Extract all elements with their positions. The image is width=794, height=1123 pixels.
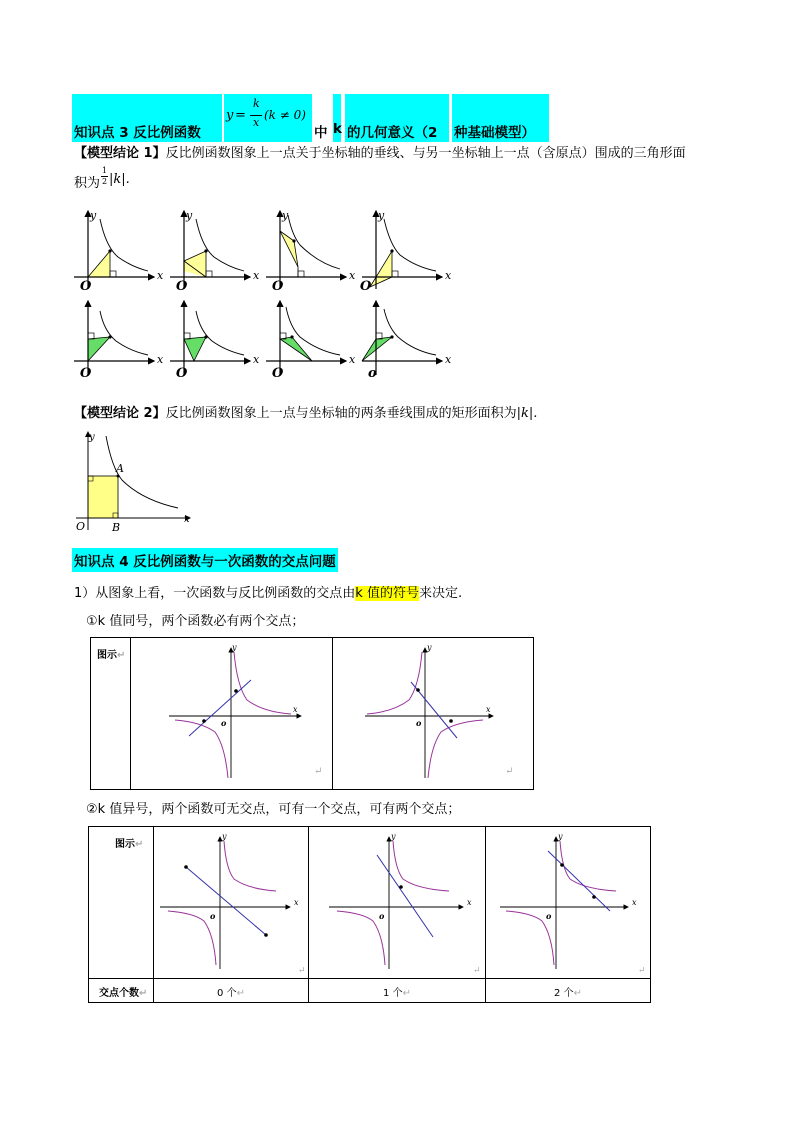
- svg-text:↵: ↵: [298, 966, 306, 975]
- section3-heading-part3: [347, 121, 437, 141]
- point1-line: [74, 582, 462, 601]
- section3-heading: [74, 121, 201, 141]
- origin-label: o: [221, 718, 227, 728]
- formula-denominator: x: [253, 116, 260, 129]
- model1-text2a: 积为: [74, 176, 101, 191]
- axis-x-label: x: [253, 269, 260, 282]
- axis-y-label: y: [558, 832, 563, 841]
- axis-y-label: y: [426, 643, 432, 652]
- origin-label: O: [176, 279, 188, 294]
- table1-graph-cell-1: [131, 638, 332, 790]
- origin-label: O: [272, 279, 284, 294]
- table1-header-cell: 图示↵: [91, 638, 131, 790]
- model2-prefix: 【模型结论 2】: [74, 406, 166, 421]
- origin-label: O: [176, 366, 188, 381]
- model1-text: 反比例函数图象上一点关于坐标轴的垂线、与另一坐标轴上一点（含原点）围成的三角形面: [165, 146, 686, 161]
- axis-x-label: x: [445, 269, 452, 282]
- axis-x-label: x: [349, 269, 356, 282]
- axis-x-label: x: [184, 514, 190, 525]
- axis-y-label: y: [90, 209, 97, 222]
- axis-x-label: x: [467, 898, 472, 907]
- table2-graph-cell-3: [486, 827, 651, 979]
- origin-label: O: [272, 366, 284, 381]
- table2-graph-cell-1: [154, 827, 309, 979]
- point-b-label: B: [112, 521, 121, 534]
- model2-area: |k|.: [516, 406, 538, 421]
- same-sign-graph-2: [333, 638, 533, 786]
- graph-8: [362, 301, 452, 381]
- formula-condition: (k ≠ 0): [264, 108, 306, 122]
- table2-header-cell: 图示↵: [89, 827, 154, 979]
- axis-y-label: y: [232, 643, 237, 652]
- origin-label: o: [415, 718, 421, 728]
- count-cell-1: 1 个↵: [309, 979, 486, 1003]
- svg-text:↵: ↵: [473, 966, 481, 975]
- axis-x-label: x: [349, 353, 356, 366]
- axis-x-label: x: [294, 898, 299, 907]
- axis-x-label: x: [157, 353, 164, 366]
- axis-y-label: y: [391, 832, 396, 841]
- same-sign-graph-1: [131, 638, 331, 786]
- origin-label: o: [368, 366, 377, 381]
- intersection-count-0: 0 个: [217, 988, 237, 999]
- section3-heading-part4: [454, 121, 535, 141]
- origin-label: O: [80, 366, 92, 381]
- graph-1: [74, 209, 164, 294]
- axis-x-label: x: [445, 353, 452, 366]
- opposite-sign-table: [88, 826, 651, 1003]
- section3-formula: [226, 97, 312, 137]
- section4-heading: [72, 548, 338, 572]
- model2-line: [74, 402, 537, 421]
- model1-line2: [74, 172, 100, 191]
- point1-text-b: 来决定.: [418, 586, 463, 601]
- table2-row2-header-cell: 交点个数↵: [89, 979, 154, 1003]
- origin-label: o: [379, 911, 385, 921]
- section3-heading-rest: [314, 121, 328, 141]
- origin-label: O: [76, 520, 86, 533]
- axis-y-label: y: [378, 209, 385, 222]
- count-cell-0: 0 个↵: [154, 979, 309, 1003]
- section4-label: 知识点 4 反比例函数与一次函数的交点问题: [74, 554, 336, 570]
- model1-graphs: [70, 205, 480, 385]
- same-sign-table: [90, 637, 534, 790]
- point1-highlight: k 值的符号: [355, 586, 419, 601]
- axis-x-label: x: [157, 269, 164, 282]
- case1-line: [86, 610, 304, 629]
- model1-area: [109, 172, 130, 187]
- section3-label-part1: 知识点 3 反比例函数: [74, 125, 201, 141]
- axis-x-label: x: [253, 353, 260, 366]
- case2-text: ②k 值异号，两个函数可无交点，可有一个交点，可有两个交点；: [86, 802, 461, 817]
- formula-numerator: k: [253, 97, 260, 110]
- fraction-den: 2: [102, 177, 108, 186]
- point1-text-a: 1）从图象上看，一次函数与反比例函数的交点由: [74, 586, 356, 601]
- section3-label-part2: 中: [314, 125, 328, 141]
- formula-y: y: [226, 108, 234, 123]
- svg-text:↵: ↵: [638, 966, 646, 975]
- section3-label-part4: 种基础模型）: [454, 125, 535, 141]
- origin-label: o: [546, 911, 552, 921]
- svg-text:↵: ↵: [504, 766, 513, 777]
- origin-label: o: [210, 911, 216, 921]
- model1-prefix: 【模型结论 1】: [74, 146, 166, 161]
- graph-5: [74, 301, 164, 381]
- axis-y-label: y: [282, 209, 289, 222]
- axis-x-label: x: [485, 705, 491, 714]
- graph-7: [266, 301, 356, 381]
- section3-label-k: k: [333, 121, 342, 137]
- table1-graph-cell-2: [332, 638, 533, 790]
- two-intersection-graph: [486, 827, 650, 975]
- fraction-num: 1: [102, 166, 108, 175]
- graph-4: [360, 209, 452, 294]
- table2-graph-cell-2: [309, 827, 486, 979]
- case1-text: ①k 值同号，两个函数必有两个交点；: [86, 614, 305, 629]
- section3-heading-k: [333, 121, 342, 137]
- model1-line1: [74, 142, 686, 161]
- one-intersection-graph: [309, 827, 485, 975]
- graph-2: [170, 209, 260, 294]
- origin-label: O: [360, 279, 372, 294]
- axis-x-label: x: [632, 898, 637, 907]
- count-cell-2: 2 个↵: [486, 979, 651, 1003]
- table2-header: 图示: [115, 839, 135, 850]
- axis-y-label: y: [186, 209, 193, 222]
- axis-x-label: x: [293, 705, 298, 714]
- intersection-count-2: 2 个: [554, 988, 574, 999]
- model1-text2b: |k|.: [109, 172, 130, 187]
- origin-label: O: [80, 279, 92, 294]
- zero-intersection-graph: [154, 827, 308, 975]
- table1-header: 图示: [97, 650, 117, 661]
- model2-graph: [70, 428, 200, 538]
- case2-line: [86, 798, 460, 817]
- intersection-count-1: 1 个: [383, 988, 403, 999]
- table2-row2-header: 交点个数: [99, 988, 139, 999]
- model2-text: 反比例函数图象上一点与坐标轴的两条垂线围成的矩形面积为: [165, 406, 517, 421]
- axis-y-label: y: [89, 432, 95, 443]
- axis-y-label: y: [222, 832, 227, 841]
- point-a-label: A: [116, 462, 124, 475]
- graph-6: [170, 301, 260, 381]
- formula-eq: =: [235, 108, 246, 123]
- svg-text:↵: ↵: [314, 766, 323, 777]
- graph-3: [266, 209, 356, 294]
- model1-fraction: [101, 166, 109, 192]
- section3-label-part3: 的几何意义（2: [347, 125, 438, 141]
